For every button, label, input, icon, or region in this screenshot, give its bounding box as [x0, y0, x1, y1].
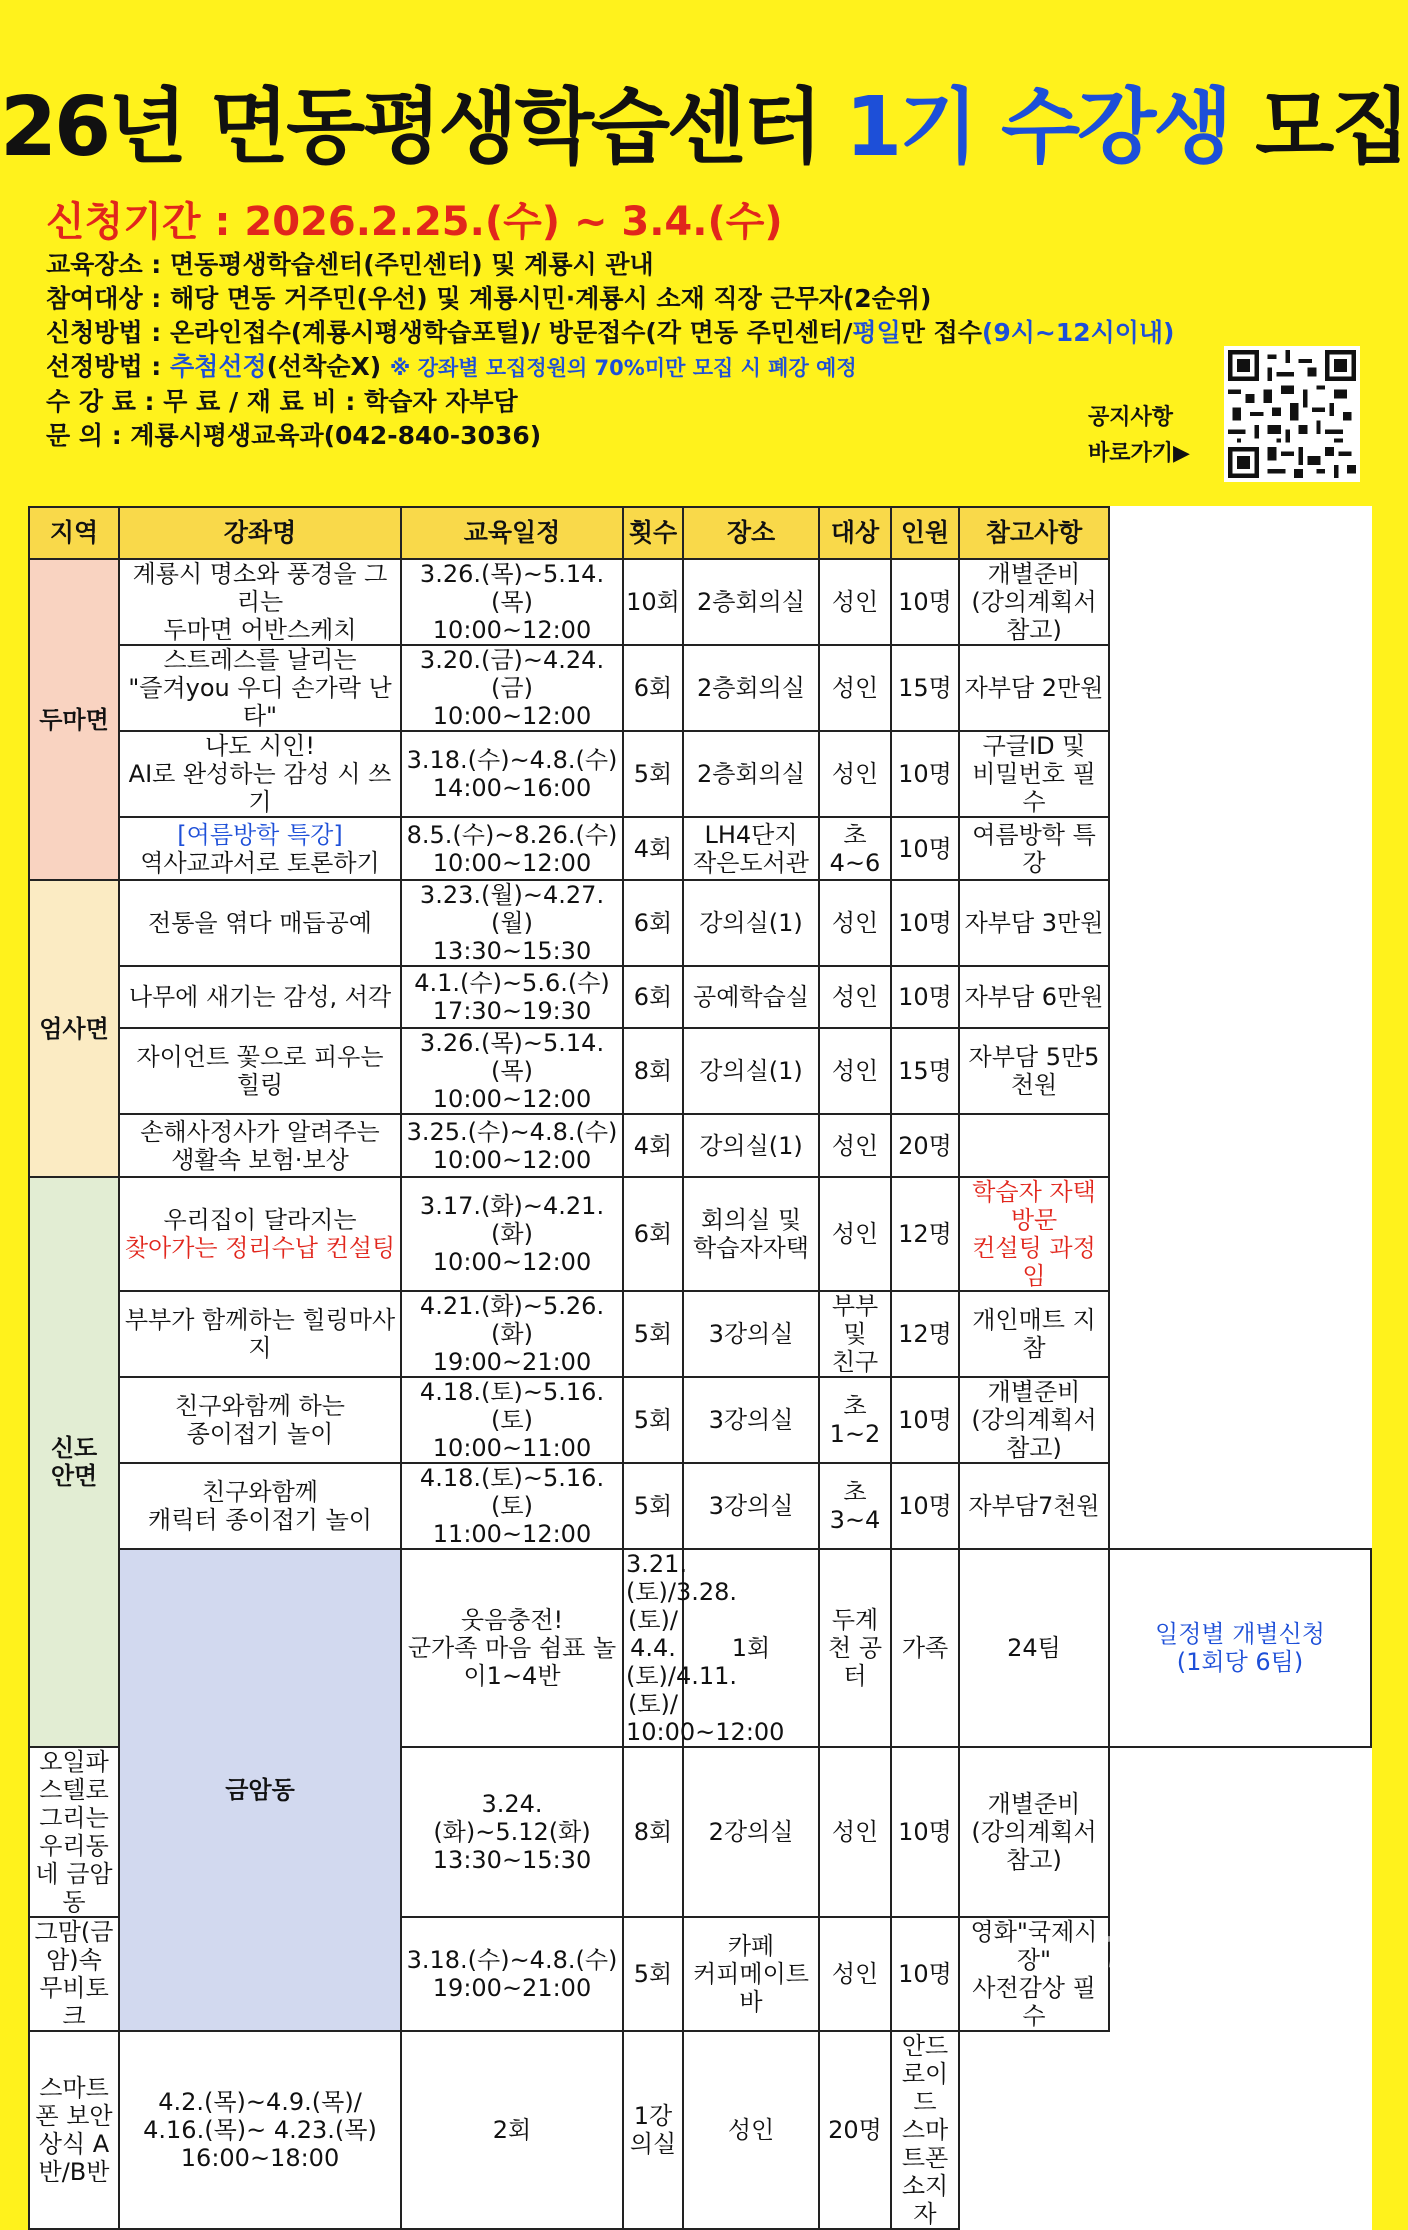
course-name: 나무에 새기는 감성, 서각 [128, 983, 392, 1011]
page-title [0, 62, 1408, 179]
region-cell: 금암동 [119, 1549, 401, 2031]
people-cell: 10명 [891, 731, 959, 817]
schedule-cell: 8.5.(수)~8.26.(수) 10:00~12:00 [401, 817, 623, 880]
notice-label-line1: 공지사항 [1088, 405, 1174, 430]
course-name-cell [119, 559, 401, 645]
target-cell: 성인 [819, 880, 891, 966]
header-target: 대상 [819, 507, 891, 559]
table-row [29, 966, 1371, 1028]
schedule-cell: 3.18.(수)~4.8.(수) 14:00~16:00 [401, 731, 623, 817]
place-cell: 3강의실 [683, 1291, 819, 1377]
note-cell [959, 1114, 1109, 1177]
count-cell: 5회 [623, 1377, 683, 1463]
course-name: 오일파스텔로 그리는 우리동네 금암동 [35, 1748, 113, 1916]
table-row [29, 1377, 1371, 1463]
tuition-fee: 수 강 료 : 무 료 / 재 료 비 : 학습자 자부담 [46, 387, 518, 416]
header-count: 횟수 [623, 507, 683, 559]
course-name: 스트레스를 날리는 "즐겨you 우디 손가락 난타" [128, 646, 392, 730]
schedule-cell: 4.2.(목)~4.9.(목)/ 4.16.(목)~ 4.23.(목) 16:00~18:00 [119, 2031, 401, 2229]
note-cell: 구글ID 및 비밀번호 필수 [959, 731, 1109, 817]
course-name-cell [119, 1114, 401, 1177]
people-cell: 10명 [891, 1377, 959, 1463]
course-name-cell [119, 1463, 401, 1549]
target-cell: 성인 [819, 559, 891, 645]
count-cell: 4회 [623, 817, 683, 880]
schedule-cell: 3.25.(수)~4.8.(수) 10:00~12:00 [401, 1114, 623, 1177]
qr-code-icon[interactable] [1224, 346, 1360, 482]
notice-shortcut-label[interactable] [1088, 400, 1208, 472]
count-cell: 5회 [623, 1291, 683, 1377]
course-name-cell [119, 966, 401, 1028]
target-cell: 부부 및 친구 [819, 1291, 891, 1377]
target-cell: 성인 [819, 1917, 891, 2031]
course-name: 우리집이 달라지는 [163, 1206, 357, 1234]
place-cell: LH4단지 작은도서관 [683, 817, 819, 880]
count-cell: 10회 [623, 559, 683, 645]
count-cell: 8회 [623, 1028, 683, 1114]
count-cell: 6회 [623, 645, 683, 731]
target-cell: 성인 [819, 1028, 891, 1114]
course-name: 손해사정사가 알려주는 생활속 보험·보상 [140, 1117, 380, 1174]
region-cell: 엄사면 [29, 880, 119, 1177]
people-cell: 24팀 [959, 1549, 1109, 1747]
people-cell: 10명 [891, 1917, 959, 2031]
place-cell: 2층회의실 [683, 645, 819, 731]
target-cell: 가족 [891, 1549, 959, 1747]
course-name: 계룡시 명소와 풍경을 그리는 두마면 어반스케치 [132, 560, 388, 644]
target-cell: 성인 [819, 966, 891, 1028]
count-cell: 6회 [623, 1177, 683, 1291]
table-row [29, 880, 1371, 966]
people-cell: 15명 [891, 645, 959, 731]
place-cell: 2층회의실 [683, 559, 819, 645]
table-row [29, 817, 1371, 880]
course-name-cell [29, 2031, 119, 2229]
place-cell: 공예학습실 [683, 966, 819, 1028]
people-cell: 20명 [819, 2031, 891, 2229]
target-cell: 초1~2 [819, 1377, 891, 1463]
select-text-c: (선착순X) [266, 352, 390, 381]
table-row [29, 1028, 1371, 1114]
course-name-cell [119, 1028, 401, 1114]
course-name-cell [119, 1291, 401, 1377]
schedule-cell: 4.18.(토)~5.16.(토) 11:00~12:00 [401, 1463, 623, 1549]
people-cell: 10명 [891, 880, 959, 966]
course-name-cell [119, 731, 401, 817]
schedule-cell: 3.26.(목)~5.14.(목) 10:00~12:00 [401, 559, 623, 645]
region-cell: 두마면 [29, 559, 119, 880]
course-name-cell [119, 817, 401, 880]
title-end: 모집 [1229, 80, 1408, 175]
count-cell: 8회 [623, 1747, 683, 1917]
target-cell: 성인 [819, 731, 891, 817]
course-highlight: [여름방학 특강] [177, 820, 343, 849]
people-cell: 15명 [891, 1028, 959, 1114]
schedule-cell: 4.1.(수)~5.6.(수) 17:30~19:30 [401, 966, 623, 1028]
count-cell: 2회 [401, 2031, 623, 2229]
course-name-cell [119, 1377, 401, 1463]
method-text-c: 만 접수 [900, 318, 982, 347]
note-cell: 개인매트 지참 [959, 1291, 1109, 1377]
course-name: 부부가 함께하는 힐링마사지 [124, 1306, 396, 1362]
place-cell: 강의실(1) [683, 880, 819, 966]
schedule-cell: 4.21.(화)~5.26.(화) 19:00~21:00 [401, 1291, 623, 1377]
schedule-cell: 3.26.(목)~5.14.(목) 10:00~12:00 [401, 1028, 623, 1114]
note-cell: 영화"국제시장" 사전감상 필수 [959, 1917, 1109, 2031]
table-row [29, 731, 1371, 817]
course-name: 역사교과서로 토론하기 [140, 848, 380, 877]
place-cell: 1강의실 [623, 2031, 683, 2229]
header-people: 인원 [891, 507, 959, 559]
application-period: 신청기간 : 2026.2.25.(수) ~ 3.4.(수) [46, 199, 783, 245]
notice-label-line2: 바로가기▶ [1088, 441, 1190, 466]
people-cell: 10명 [891, 817, 959, 880]
course-name: 친구와함께 하는 종이접기 놀이 [175, 1392, 345, 1448]
count-cell: 5회 [623, 1463, 683, 1549]
course-name-cell [119, 645, 401, 731]
header-schedule: 교육일정 [401, 507, 623, 559]
course-name: 자이언트 꽃으로 피우는 힐링 [136, 1043, 384, 1099]
title-highlight: 1기 수강생 [845, 80, 1230, 175]
place-cell: 회의실 및 학습자자택 [683, 1177, 819, 1291]
table-row [29, 1463, 1371, 1549]
note-cell: 자부담 6만원 [959, 966, 1109, 1028]
course-name: 웃음충전! 군가족 마음 쉼표 놀이1~4반 [407, 1606, 617, 1690]
course-name-cell [29, 1917, 119, 2031]
header-note: 참고사항 [959, 507, 1109, 559]
select-text-a: 선정방법 : [46, 352, 171, 381]
course-name: 친구와함께 캐릭터 종이접기 놀이 [148, 1478, 372, 1534]
table-row [29, 1177, 1371, 1291]
application-method [46, 316, 1346, 350]
table-row [29, 645, 1371, 731]
place-cell: 2강의실 [683, 1747, 819, 1917]
note-cell: 자부담 3만원 [959, 880, 1109, 966]
note-cell: 일정별 개별신청 (1회당 6팀) [1109, 1549, 1371, 1747]
course-highlight: 찾아가는 정리수납 컨설팅 [124, 1234, 396, 1262]
note-cell: 개별준비 (강의계획서 참고) [959, 1377, 1109, 1463]
participant-target: 참여대상 : 해당 면동 거주민(우선) 및 계룡시민·계룡시 소재 직장 근무자(2순위) [46, 284, 932, 313]
note-cell: 개별준비 (강의계획서 참고) [959, 1747, 1109, 1917]
table-row [29, 2031, 1371, 2229]
people-cell: 12명 [891, 1177, 959, 1291]
header-place: 장소 [683, 507, 819, 559]
people-cell: 10명 [891, 559, 959, 645]
target-cell: 초4~6 [819, 817, 891, 880]
table-row [29, 1291, 1371, 1377]
education-place: 교육장소 : 면동평생학습센터(주민센터) 및 계룡시 관내 [46, 250, 654, 279]
place-cell: 3강의실 [683, 1377, 819, 1463]
course-name-cell [119, 880, 401, 966]
count-cell: 1회 [683, 1549, 819, 1747]
target-cell: 성인 [683, 2031, 819, 2229]
qr-code-graphic [1228, 350, 1356, 478]
target-cell: 성인 [819, 1747, 891, 1917]
title-main: 26년 면동평생학습센터 [0, 80, 846, 175]
people-cell: 10명 [891, 1747, 959, 1917]
header-region: 지역 [29, 507, 119, 559]
schedule-cell: 4.18.(토)~5.16.(토) 10:00~11:00 [401, 1377, 623, 1463]
schedule-cell: 3.21.(토)/3.28.(토)/ 4.4.(토)/4.11.(토)/ 10:00~12:00 [623, 1549, 683, 1747]
people-cell: 10명 [891, 966, 959, 1028]
table-row [29, 1549, 1371, 1747]
note-cell: 개별준비 (강의계획서 참고) [959, 559, 1109, 645]
schedule-cell: 3.24.(화)~5.12(화) 13:30~15:30 [401, 1747, 623, 1917]
course-name-cell [119, 1177, 401, 1291]
cancellation-note: ※ 강좌별 모집정원의 70%미만 모집 시 폐강 예정 [389, 356, 857, 380]
news-watermark: 뉴스1 [1090, 1895, 1262, 1977]
count-cell: 5회 [623, 731, 683, 817]
target-cell: 성인 [819, 645, 891, 731]
place-cell: 카페 커피메이트바 [683, 1917, 819, 2031]
method-hours: (9시~12시이내) [981, 318, 1175, 347]
table-header-row [29, 507, 1371, 559]
course-name: 나도 시인! AI로 완성하는 감성 시 쓰기 [128, 732, 392, 816]
note-cell: 안드로이드 스마트폰 소지자 [891, 2031, 959, 2229]
note-cell: 자부담7천원 [959, 1463, 1109, 1549]
table-row [29, 1114, 1371, 1177]
count-cell: 6회 [623, 880, 683, 966]
schedule-cell: 3.17.(화)~4.21.(화) 10:00~12:00 [401, 1177, 623, 1291]
schedule-cell: 3.18.(수)~4.8.(수) 19:00~21:00 [401, 1917, 623, 2031]
place-cell: 2층회의실 [683, 731, 819, 817]
place-cell: 두계천 공터 [819, 1549, 891, 1747]
note-cell: 학습자 자택 방문 컨설팅 과정임 [959, 1177, 1109, 1291]
selection-method [46, 350, 1346, 385]
course-name: 그맘(금암)속 무비토크 [34, 1918, 114, 2030]
course-name-cell [29, 1747, 119, 1917]
target-cell: 초3~4 [819, 1463, 891, 1549]
schedule-cell: 3.23.(월)~4.27.(월) 13:30~15:30 [401, 880, 623, 966]
target-cell: 성인 [819, 1114, 891, 1177]
header-course: 강좌명 [119, 507, 401, 559]
select-lottery: 추첨선정 [170, 352, 267, 381]
method-text-a: 신청방법 : 온라인접수(계룡시평생학습포털)/ 방문접수(각 면동 주민센터/ [46, 318, 853, 347]
place-cell: 3강의실 [683, 1463, 819, 1549]
course-name: 스마트폰 보안상식 A반/B반 [35, 2074, 113, 2186]
count-cell: 5회 [623, 1917, 683, 2031]
place-cell: 강의실(1) [683, 1114, 819, 1177]
note-cell: 자부담 5만5천원 [959, 1028, 1109, 1114]
region-cell: 신도 안면 [29, 1177, 119, 1747]
target-cell: 성인 [819, 1177, 891, 1291]
count-cell: 4회 [623, 1114, 683, 1177]
note-cell: 여름방학 특강 [959, 817, 1109, 880]
course-name: 전통을 엮다 매듭공예 [148, 909, 372, 937]
course-name-cell [401, 1549, 623, 1747]
count-cell: 6회 [623, 966, 683, 1028]
people-cell: 10명 [891, 1463, 959, 1549]
people-cell: 12명 [891, 1291, 959, 1377]
people-cell: 20명 [891, 1114, 959, 1177]
method-weekday: 평일 [852, 318, 901, 347]
contact-info: 문 의 : 계룡시평생교육과(042-840-3036) [46, 421, 542, 450]
schedule-cell: 3.20.(금)~4.24.(금) 10:00~12:00 [401, 645, 623, 731]
table-row [29, 559, 1371, 645]
place-cell: 강의실(1) [683, 1028, 819, 1114]
note-cell: 자부담 2만원 [959, 645, 1109, 731]
